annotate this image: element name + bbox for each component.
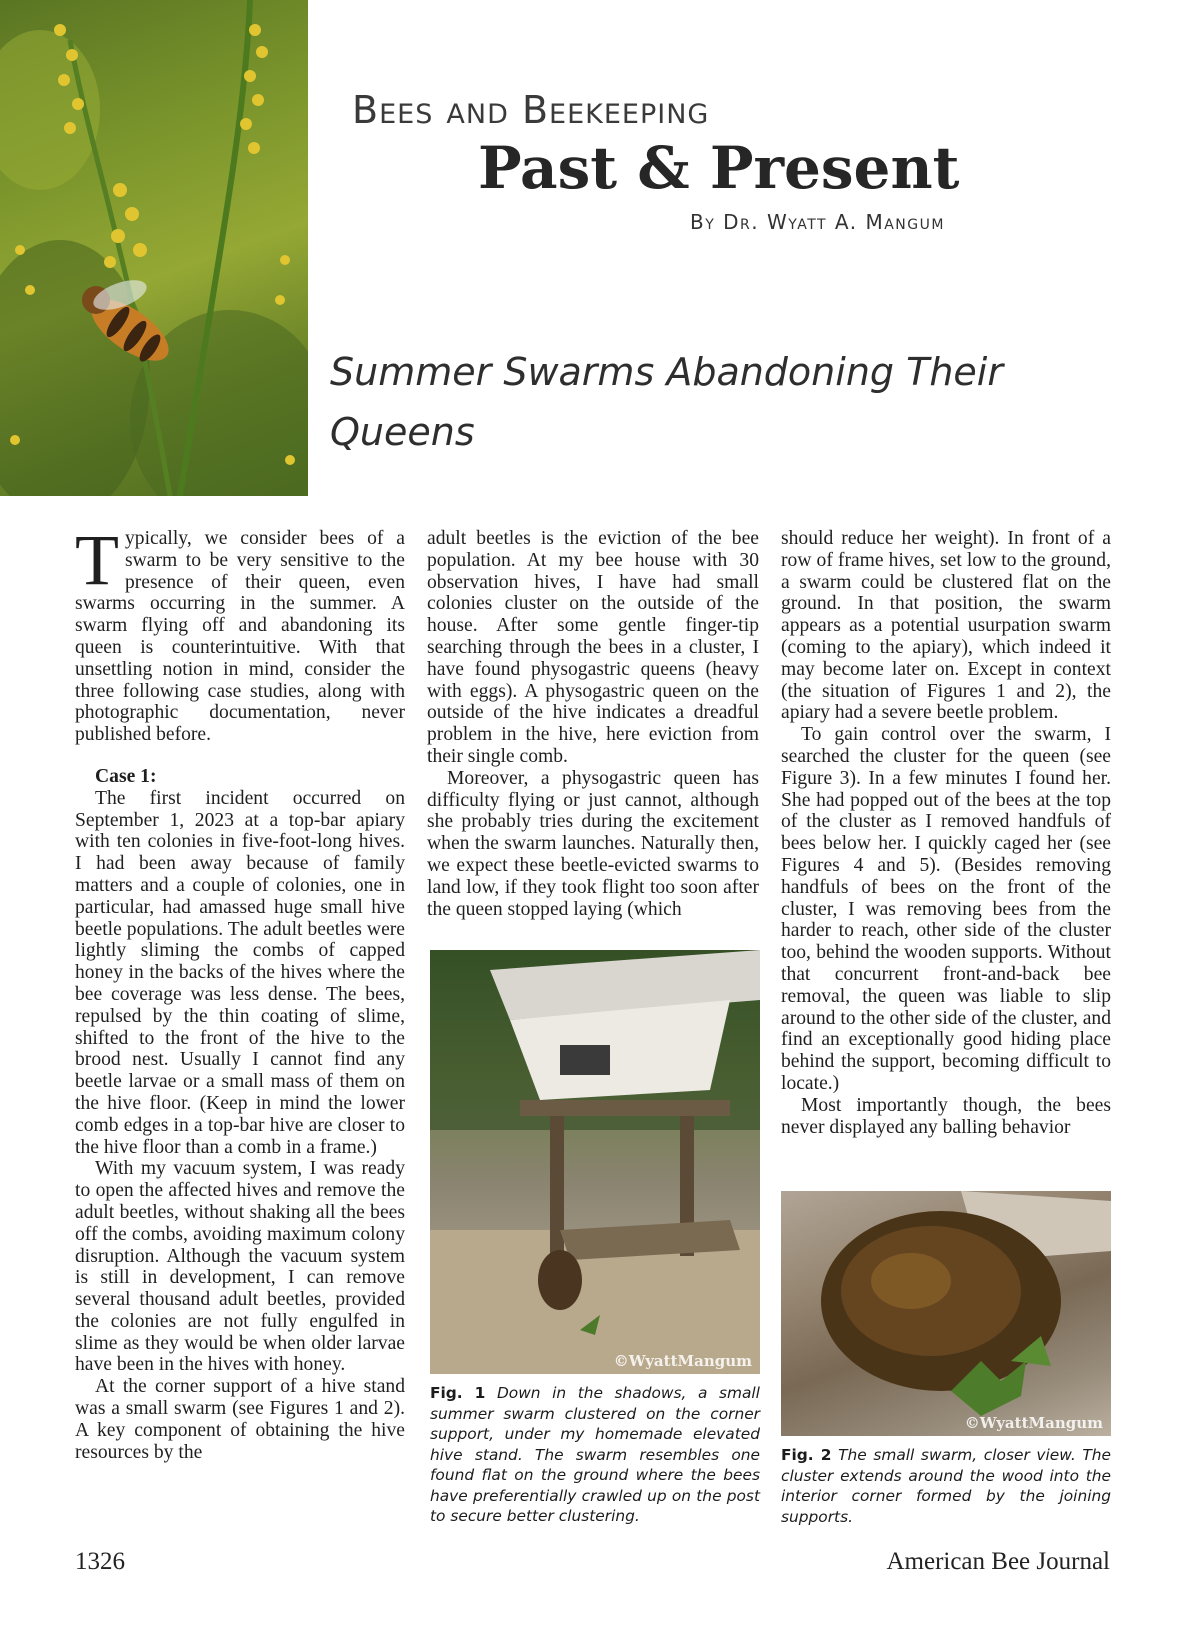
body-paragraph: At the corner support of a hive stand was a small swarm (see Figures 1 and 2). A key component of obtaining the hive resources by the — [75, 1376, 405, 1463]
journal-name: American Bee Journal — [886, 1548, 1110, 1575]
bee-on-flower-illustration — [0, 0, 308, 496]
figure-1-caption — [430, 1383, 760, 1527]
page-number: 1326 — [75, 1548, 125, 1575]
figure-2-caption-text: The small swarm, closer view. The cluster extends around the wood into the interior corner formed by the joining supports. — [781, 1446, 1111, 1526]
body-paragraph: With my vacuum system, I was ready to open the affected hives and remove the adult beetles, without shaking all the bees off the combs, avoiding maximum colony disruption. Although the vacuum system is still in development, I can remove several thousand adult beetles, provided the colonies are not fully engulfed in slime as they would be when older larvae have been in the hives with honey. — [75, 1158, 405, 1376]
intro-text: ypically, we consider bees of a swarm to be very sensitive to the presence of their queen, even swarms occurring in the summer. A swarm flying off and abandoning its queen is counterintuitive. With that unsettling notion in mind, consider the three following case studies, along with photographic documentation, never published before. — [75, 528, 405, 746]
body-paragraph: To gain control over the swarm, I searched the cluster for the queen (see Figure 3). In a few minutes I found her. She had popped out of the bees at the top of the cluster as I removed handfuls of bees below her. I quickly caged her (see Figures 4 and 5). (Besides removing handfuls of bees on the front of the cluster, I was removing bees from the harder to reach, other side of the cluster too, behind the wooden supports. Without that concurrent front-and-back bee removal, the queen was liable to slip around to the other side of the cluster, and find an exceptionally good hiding place behind the support, becoming difficult to locate.) — [781, 724, 1111, 1094]
article-column-3 — [781, 528, 1111, 1138]
hive-stand-swarm-illustration — [430, 950, 760, 1374]
body-paragraph: should reduce her weight). In front of a row of frame hives, set low to the ground, a swarm could be clustered flat on the ground. In that position, the swarm appears as a potential usurpation swarm (coming to the apiary), which indeed it may become later on. Except in context (the situation of Figures 1 and 2), the apiary had a severe beetle problem. — [781, 528, 1111, 724]
figure-2-photo — [781, 1191, 1111, 1436]
figure-2-caption — [781, 1445, 1111, 1527]
body-paragraph: Moreover, a physogastric queen has difficulty flying or just cannot, although she probably tries during the excitement when the swarm launches. Naturally then, we expect these beetle-evicted swarms to land low, if they took flight too soon after the queen stopped laying (which — [427, 767, 759, 920]
body-paragraph: Most importantly though, the bees never displayed any balling behavior — [781, 1094, 1111, 1138]
figure-2-label: Fig. 2 — [781, 1446, 832, 1464]
header-photo-bee-on-clover — [0, 0, 308, 496]
figure-1-label: Fig. 1 — [430, 1384, 486, 1402]
swarm-cluster-closeup-illustration — [781, 1191, 1111, 1436]
body-paragraph: The first incident occurred on September 1, 2023 at a top-bar apiary with ten colonies in five-foot-long hives. I had been away because of family matters and a couple of colonies, one in particular, had amassed huge small hive beetle populations. The adult beetles were lightly sliming the combs of capped honey in the backs of the hives where the bee coverage was less dense. The bees, repulsed by the thin coating of slime, shifted to the front of the hive to the brood nest. Usually I cannot find any beetle larvae or a small mass of them on the hive floor. (Keep in mind the lower comb edges in a top-bar hive are closer to the hive floor than a comb in a frame.) — [75, 787, 405, 1158]
body-paragraph: adult beetles is the eviction of the bee population. At my bee house with 30 observation hives, I have had small colonies cluster on the outside of the house. After some gentle finger-tip searching through the bees in a cluster, I have found physogastric queens (heavy with eggs). A physogastric queen on the outside of the hive indicates a dreadful problem in the hive, here eviction from their single comb. — [427, 528, 759, 767]
case-1-heading: Case 1: — [95, 765, 157, 787]
article-column-2 — [427, 528, 759, 920]
photo-credit: ©WyattMangum — [964, 1414, 1103, 1432]
series-title: Bees and Beekeeping — [352, 88, 710, 132]
article-title: Summer Swarms Abandoning Their Queens — [330, 350, 1003, 454]
figure-1-caption-text: Down in the shadows, a small summer swarm clustered on the corner support, under my homemade elevated hive stand. The swarm resembles one found flat on the ground where the bees have preferentially crawled up on the post to secure better clustering. — [430, 1384, 760, 1525]
figure-1-photo — [430, 950, 760, 1374]
article-column-1 — [75, 520, 405, 1463]
photo-credit: ©WyattMangum — [613, 1352, 752, 1370]
series-subtitle: Past & Present — [478, 134, 960, 202]
author-byline: By Dr. Wyatt A. Mangum — [690, 210, 945, 234]
drop-cap: T — [75, 520, 119, 600]
intro-paragraph — [75, 520, 405, 746]
